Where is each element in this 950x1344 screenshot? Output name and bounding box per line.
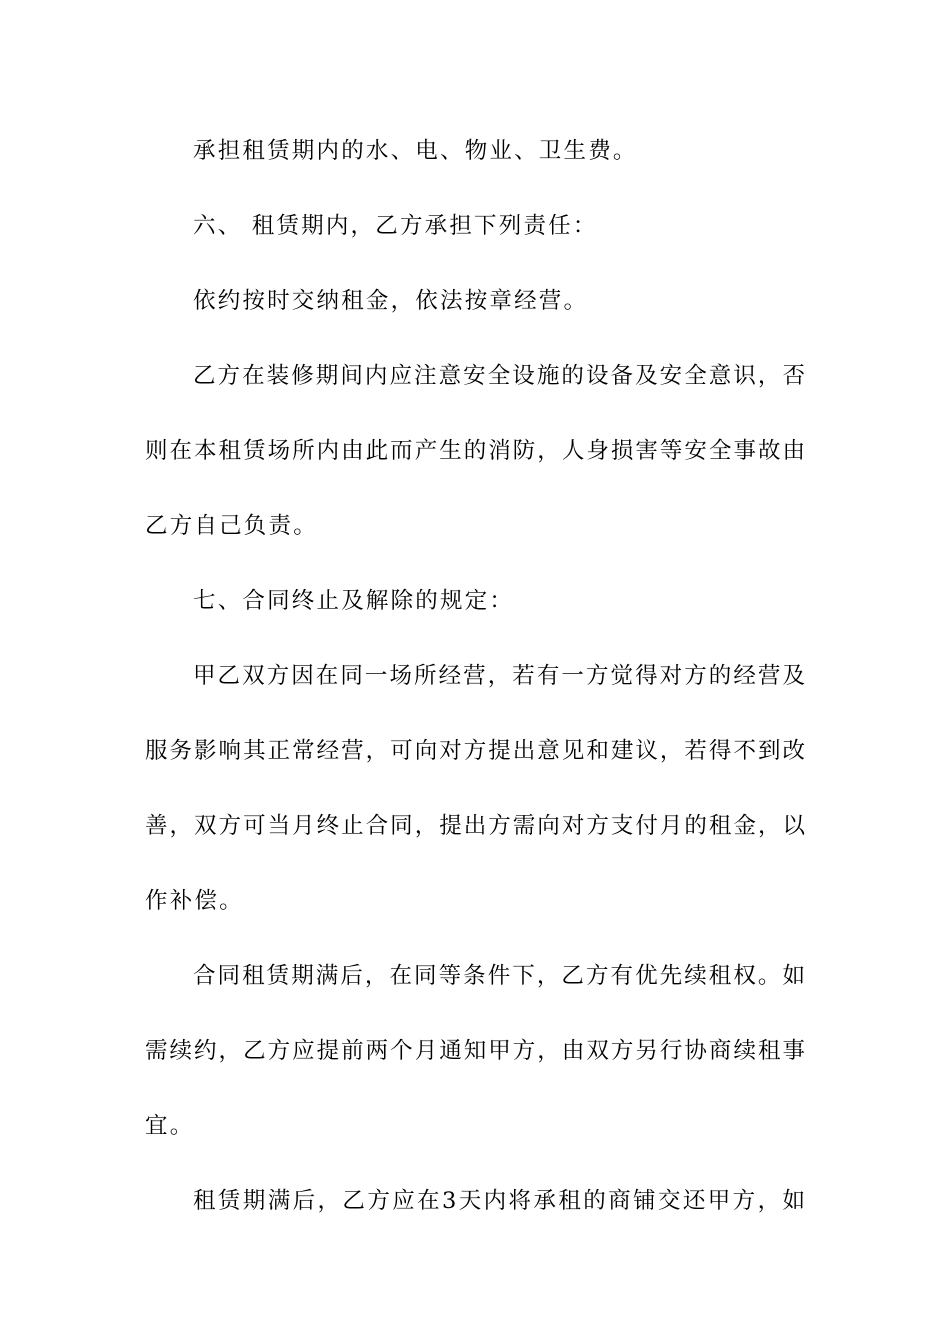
paragraph-line: 宜。 <box>145 1113 195 1139</box>
paragraph-line: 承担租赁期内的水、电、物业、卫生费。 <box>193 138 638 164</box>
section-heading-seven: 七、合同终止及解除的规定： <box>193 588 515 614</box>
paragraph-line: 作补偿。 <box>145 888 244 914</box>
paragraph-line: 租赁期满后，乙方应在3天内将承租的商铺交还甲方，如 <box>193 1188 805 1214</box>
paragraph-line: 则在本租赁场所内由此而产生的消防，人身损害等安全事故由 <box>145 438 805 464</box>
paragraph-line: 需续约，乙方应提前两个月通知甲方，由双方另行协商续租事 <box>145 1038 805 1064</box>
paragraph-line: 依约按时交纳租金，依法按章经营。 <box>193 288 589 314</box>
paragraph-line: 善，双方可当月终止合同，提出方需向对方支付月的租金，以 <box>145 813 805 839</box>
paragraph-line: 甲乙双方因在同一场所经营，若有一方觉得对方的经营及 <box>193 663 805 689</box>
section-heading-six: 六、 租赁期内，乙方承担下列责任： <box>193 213 598 239</box>
paragraph-line: 乙方在装修期间内应注意安全设施的设备及安全意识，否 <box>193 363 805 389</box>
paragraph-line: 合同租赁期满后，在同等条件下，乙方有优先续租权。如 <box>193 963 805 989</box>
paragraph-line: 服务影响其正常经营，可向对方提出意见和建议，若得不到改 <box>145 738 805 764</box>
paragraph-line: 乙方自己负责。 <box>145 513 318 539</box>
